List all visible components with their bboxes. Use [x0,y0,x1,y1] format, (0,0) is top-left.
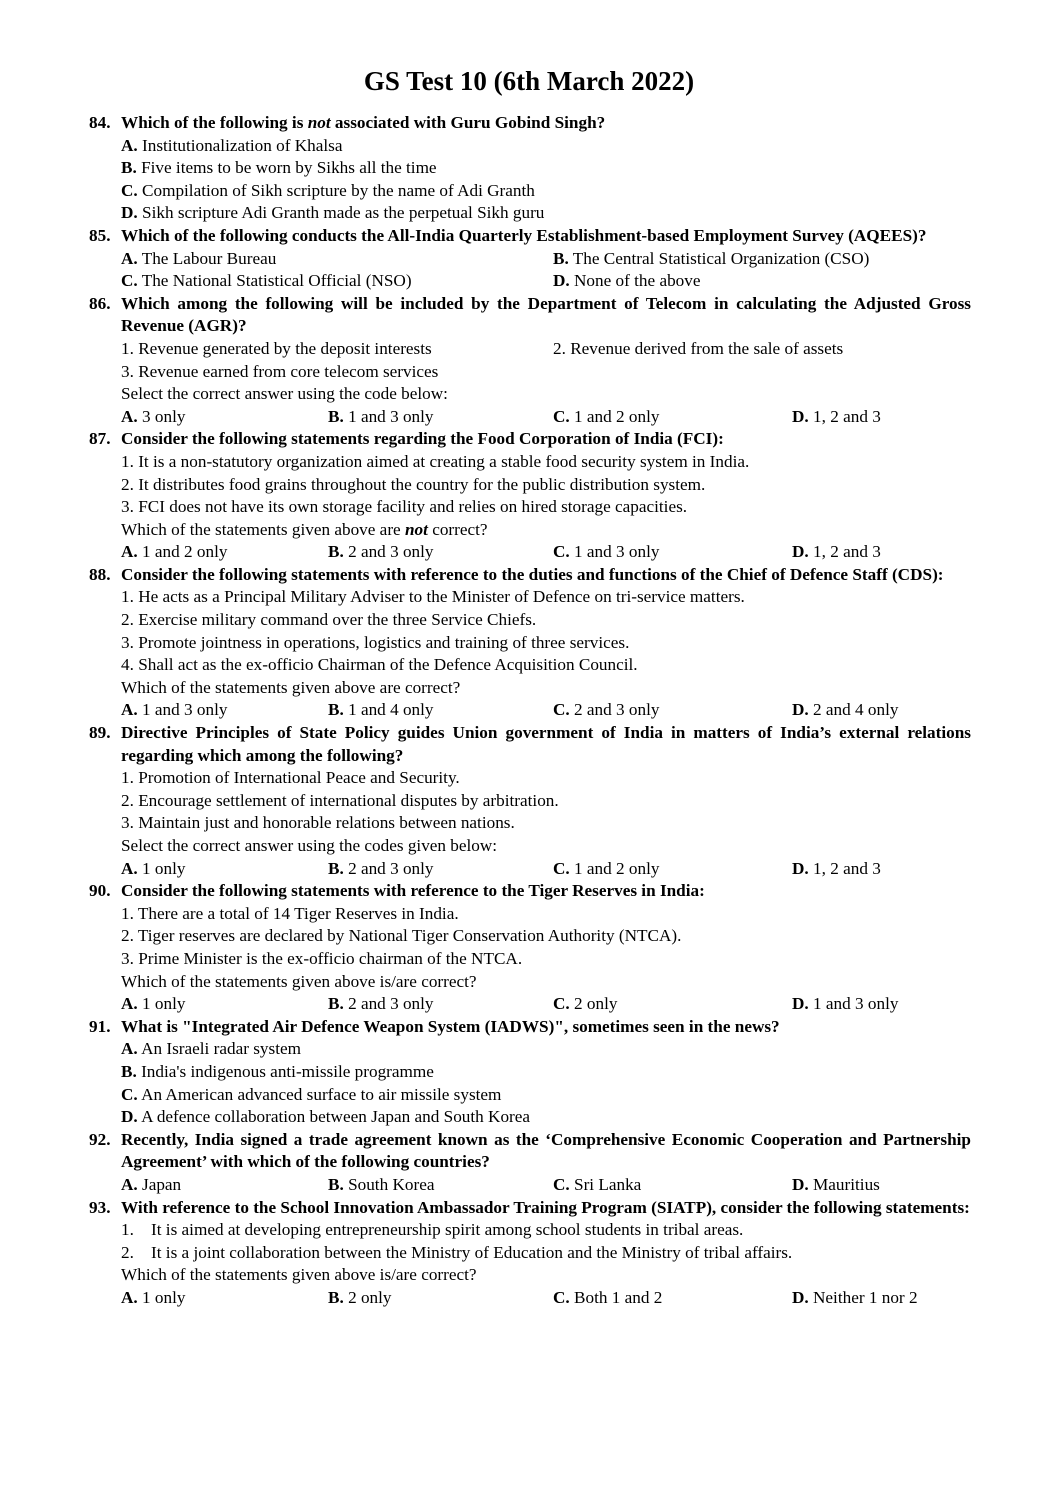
question-text: What is "Integrated Air Defence Weapon System (IADWS)", sometimes seen in the news? [121,1016,780,1036]
option-d: D. A defence collaboration between Japan and South Korea [121,1107,531,1127]
question-87 [89,428,971,564]
statement: 1. It is aimed at developing entrepreneurship spirit among school students in tribal areas. [121,1220,744,1240]
option-d: D. Neither 1 nor 2 [792,1287,918,1307]
option-a: A. 1 only [121,994,186,1014]
option-a: A. Institutionalization of Khalsa [121,135,343,155]
option-c: C. Both 1 and 2 [553,1287,663,1307]
question-text: Which among the following will be included by the Department of Telecom in calculating the Adjusted Gross Revenue (AGR)? [121,293,971,336]
option-d: D. 2 and 4 only [792,700,899,720]
option-b: B. 2 and 3 only [328,858,434,878]
option-c: C. 1 and 2 only [553,858,660,878]
option-d: D. 1, 2 and 3 [792,858,881,878]
option-c: C. 2 and 3 only [553,700,660,720]
option-d: D. 1, 2 and 3 [792,542,881,562]
question-text: With reference to the School Innovation Ambassador Training Program (SIATP), consider the following statements: [121,1197,970,1217]
question-text: Consider the following statements regarding the Food Corporation of India (FCI): [121,429,724,449]
question-number: 93. [89,1197,111,1217]
question-number: 84. [89,113,111,132]
question-number: 88. [89,564,111,584]
question-text: Which of the following is not associated with Guru Gobind Singh? [121,113,606,132]
statement: 3. Prime Minister is the ex-officio chairman of the NTCA. [121,948,523,968]
option-c: C. 1 and 2 only [553,406,660,426]
question-91 [89,1016,971,1129]
option-b: B. 2 and 3 only [328,542,434,562]
option-b: B. 2 and 3 only [328,994,434,1014]
question-84 [89,112,971,225]
statement: 2. It is a joint collaboration between the Ministry of Education and the Ministry of tribal affairs. [121,1242,793,1262]
option-a: A. The Labour Bureau [121,248,277,268]
option-d: D. 1 and 3 only [792,994,899,1014]
statement: 4. Shall act as the ex-officio Chairman of the Defence Acquisition Council. [121,655,638,675]
option-a: A. 1 and 3 only [121,700,228,720]
instruction: Which of the statements given above is/are correct? [121,1265,477,1285]
option-b: B. South Korea [328,1174,435,1194]
option-c: C. 2 only [553,994,618,1014]
question-number: 85. [89,225,111,245]
statement: 1. Promotion of International Peace and Security. [121,768,460,788]
instruction: Which of the statements given above is/are correct? [121,971,477,991]
question-89 [89,722,971,880]
option-b: B. 2 only [328,1287,392,1307]
statement: 2. It distributes food grains throughout the country for the public distribution system. [121,474,706,494]
option-d: D. Sikh scripture Adi Granth made as the perpetual Sikh guru [121,203,545,223]
option-b: B. India's indigenous anti-missile programme [121,1061,434,1081]
question-number: 87. [89,429,111,449]
question-text: Directive Principles of State Policy guides Union government of India in matters of India’s external relations regarding which among the following? [121,723,971,765]
question-number: 90. [89,881,111,901]
statement: 3. FCI does not have its own storage facility and relies on hired storage capacities. [121,497,688,517]
option-c: C. Compilation of Sikh scripture by the name of Adi Granth [121,180,535,200]
instruction: Which of the statements given above are not correct? [121,519,488,539]
question-93 [89,1197,971,1310]
question-text: Which of the following conducts the All-India Quarterly Establishment-based Employment Survey (AQEES)? [121,225,927,245]
question-88 [89,564,971,722]
question-number: 91. [89,1016,111,1036]
option-a: A. Japan [121,1174,182,1194]
question-text: Recently, India signed a trade agreement known as the ‘Comprehensive Economic Cooperation and Partnership Agreement’ with which of the following countries? [121,1129,971,1172]
option-c: C. 1 and 3 only [553,542,660,562]
question-90 [89,880,971,1016]
statement: 1. There are a total of 14 Tiger Reserves in India. [121,903,459,923]
question-92 [89,1129,971,1197]
option-a: A. 1 only [121,858,186,878]
option-b: B. Five items to be worn by Sikhs all the time [121,158,437,178]
option-d: D. Mauritius [792,1174,880,1194]
option-b: B. The Central Statistical Organization (CSO) [553,248,870,268]
statement: 2. Tiger reserves are declared by National Tiger Conservation Authority (NTCA). [121,926,682,946]
option-c: C. An American advanced surface to air missile system [121,1084,502,1104]
statement: 3. Maintain just and honorable relations between nations. [121,813,515,833]
option-d: D. None of the above [553,271,701,291]
statement: 1. Revenue generated by the deposit interests [121,338,432,358]
option-b: B. 1 and 3 only [328,406,434,426]
question-number: 89. [89,723,111,743]
option-a: A. 1 only [121,1287,186,1307]
question-text: Consider the following statements with reference to the duties and functions of the Chief of Defence Staff (CDS): [121,564,944,584]
question-text: Consider the following statements with reference to the Tiger Reserves in India: [121,881,705,901]
statement: 2. Encourage settlement of international disputes by arbitration. [121,790,559,810]
question-list [89,112,971,1309]
question-number: 92. [89,1129,111,1149]
statement: 2. Revenue derived from the sale of assets [553,338,844,358]
question-85 [89,225,971,293]
question-86 [89,293,971,429]
option-a: A. 1 and 2 only [121,542,228,562]
option-a: A. An Israeli radar system [121,1039,301,1059]
instruction: Select the correct answer using the code below: [121,384,448,404]
statement: 1. He acts as a Principal Military Adviser to the Minister of Defence on tri-service matters. [121,587,745,607]
statement: 2. Exercise military command over the three Service Chiefs. [121,610,537,630]
instruction: Select the correct answer using the codes given below: [121,836,498,855]
option-c: C. Sri Lanka [553,1174,642,1194]
statement: 3. Revenue earned from core telecom services [121,361,439,381]
instruction: Which of the statements given above are correct? [121,677,461,697]
option-b: B. 1 and 4 only [328,700,434,720]
option-d: D. 1, 2 and 3 [792,406,881,426]
option-c: C. The National Statistical Official (NSO) [121,271,412,291]
question-number: 86. [89,293,111,313]
statement: 3. Promote jointness in operations, logistics and training of three services. [121,632,630,652]
page-title: GS Test 10 (6th March 2022) [363,66,695,96]
statement: 1. It is a non-statutory organization aimed at creating a stable food security system in India. [121,451,750,471]
option-a: A. 3 only [121,406,186,426]
